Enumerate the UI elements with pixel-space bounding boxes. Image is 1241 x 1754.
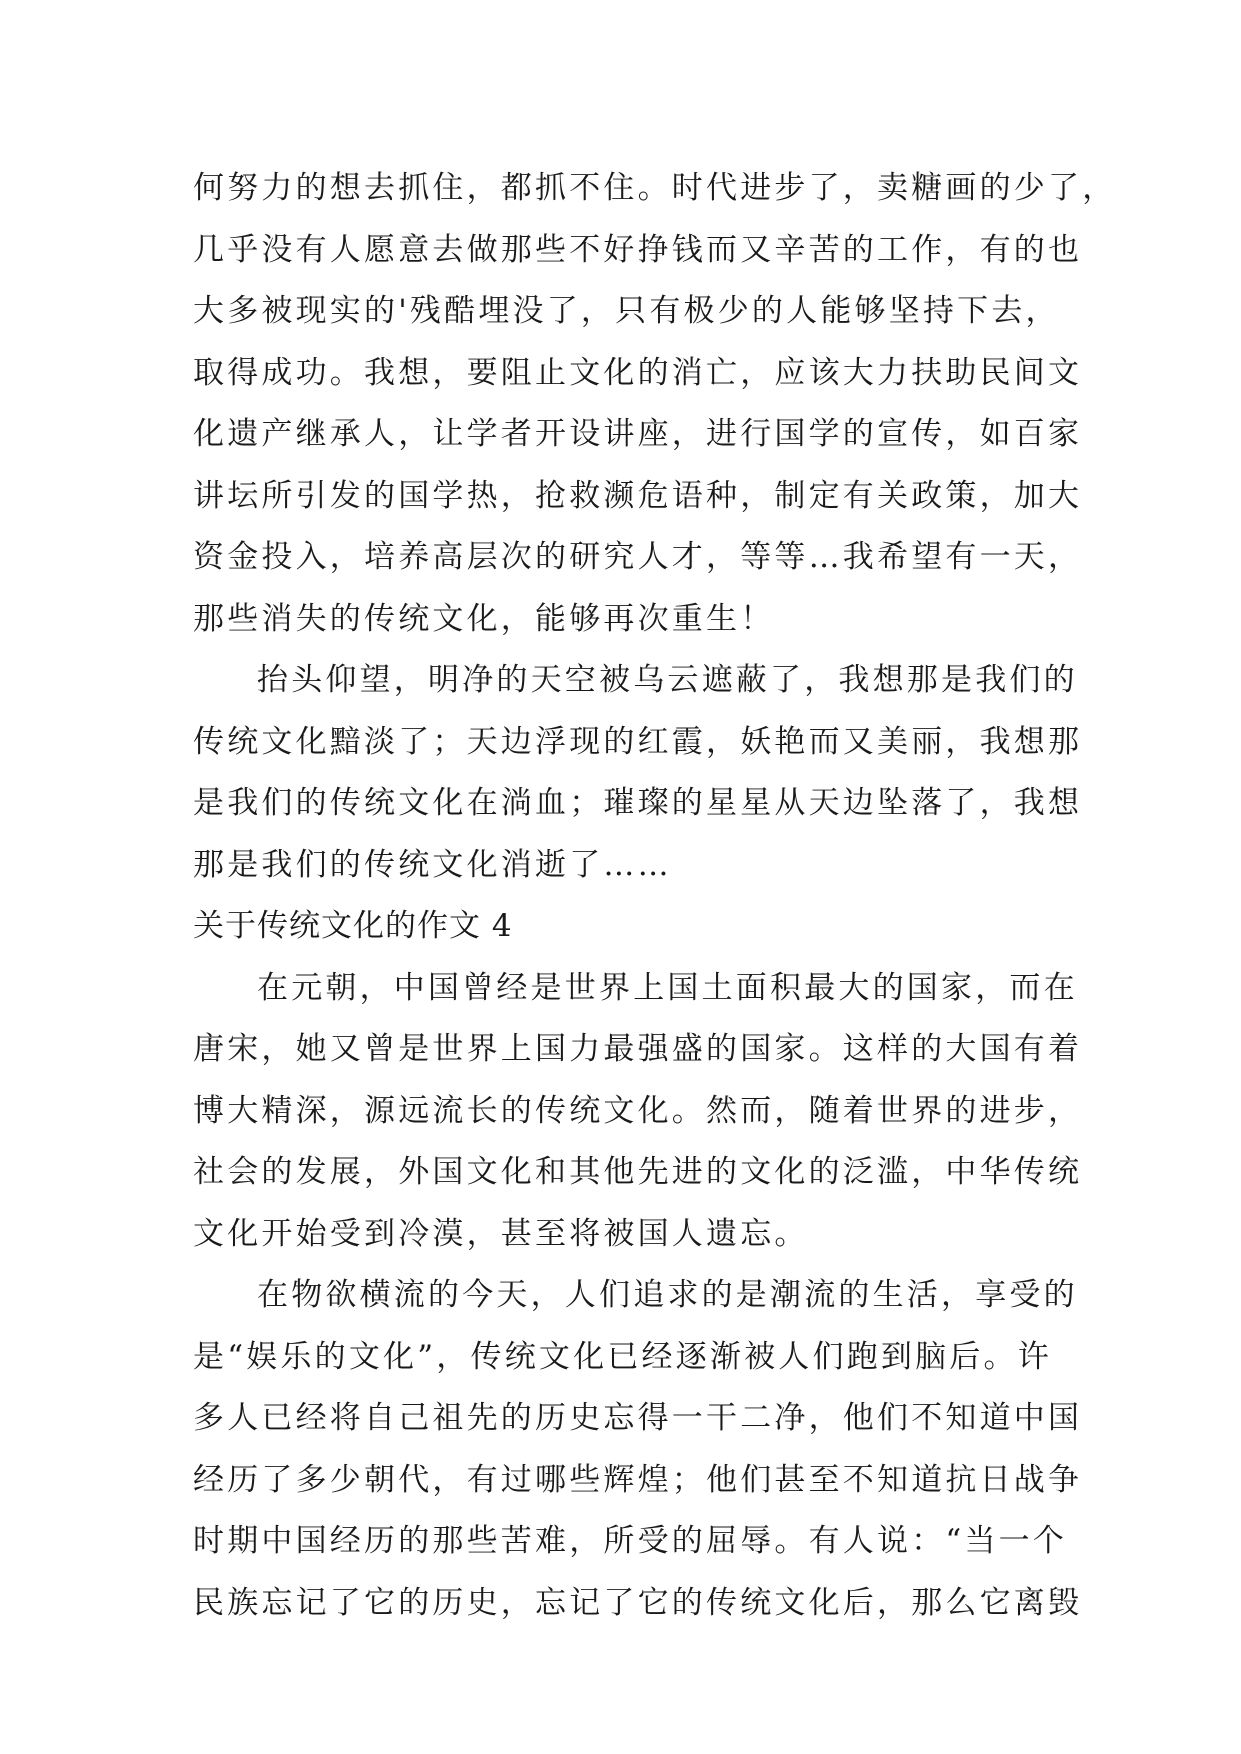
text-line: 那是我们的传统文化消逝了…… (193, 846, 672, 883)
text-line: 唐宋，她又曾是世界上国力最强盛的国家。这样的大国有着 (193, 1031, 1083, 1067)
text-line: 时期中国经历的那些苦难，所受的屈辱。有人说：“当一个 (193, 1523, 1068, 1559)
text-line: 化遗产继承人，让学者开设讲座，进行国学的宣传，如百家 (193, 416, 1083, 452)
paragraph-first-line: 在物欲横流的今天，人们追求的是潮流的生活，享受的 (257, 1277, 1078, 1313)
text-line: 讲坛所引发的国学热，抢救濒危语种，制定有关政策，加大 (193, 477, 1083, 514)
text-line: 那些消失的传统文化，能够再次重生！ (193, 600, 775, 637)
text-line: 经历了多少朝代，有过哪些辉煌；他们甚至不知道抗日战争 (193, 1461, 1083, 1498)
text-line: 是“娱乐的文化”，传统文化已经逐渐被人们跑到脑后。许 (193, 1338, 1052, 1375)
text-line: 大多被现实的'残酷埋没了，只有极少的人能够坚持下去， (193, 293, 1060, 329)
section-heading: 关于传统文化的作文 4 (193, 908, 513, 944)
document-body (193, 158, 1117, 1634)
text-line: 传统文化黯淡了；天边浮现的红霞，妖艳而又美丽，我想那 (193, 723, 1083, 760)
text-line: 是我们的传统文化在淌血；璀璨的星星从天边坠落了，我想 (193, 785, 1083, 821)
paragraph-first-line: 在元朝，中国曾经是世界上国土面积最大的国家，而在 (257, 969, 1078, 1006)
text-line: 民族忘记了它的历史，忘记了它的传统文化后，那么它离毁 (193, 1584, 1083, 1621)
text-line: 博大精深，源远流长的传统文化。然而，随着世界的进步， (193, 1092, 1083, 1129)
text-line: 资金投入，培养高层次的研究人才，等等…我希望有一天， (193, 539, 1083, 575)
text-line: 社会的发展，外国文化和其他先进的文化的泛滥，中华传统 (193, 1154, 1083, 1190)
text-line: 几乎没有人愿意去做那些不好挣钱而又辛苦的工作，有的也 (193, 231, 1083, 268)
text-line: 文化开始受到冷漠，甚至将被国人遗忘。 (193, 1215, 809, 1252)
text-line: 多人已经将自己祖先的历史忘得一干二净，他们不知道中国 (193, 1400, 1083, 1436)
text-line: 何努力的想去抓住，都抓不住。时代进步了，卖糖画的少了， (193, 170, 1117, 206)
paragraph-first-line: 抬头仰望，明净的天空被乌云遮蔽了，我想那是我们的 (257, 662, 1078, 698)
text-line: 取得成功。我想，要阻止文化的消亡，应该大力扶助民间文 (193, 354, 1083, 391)
